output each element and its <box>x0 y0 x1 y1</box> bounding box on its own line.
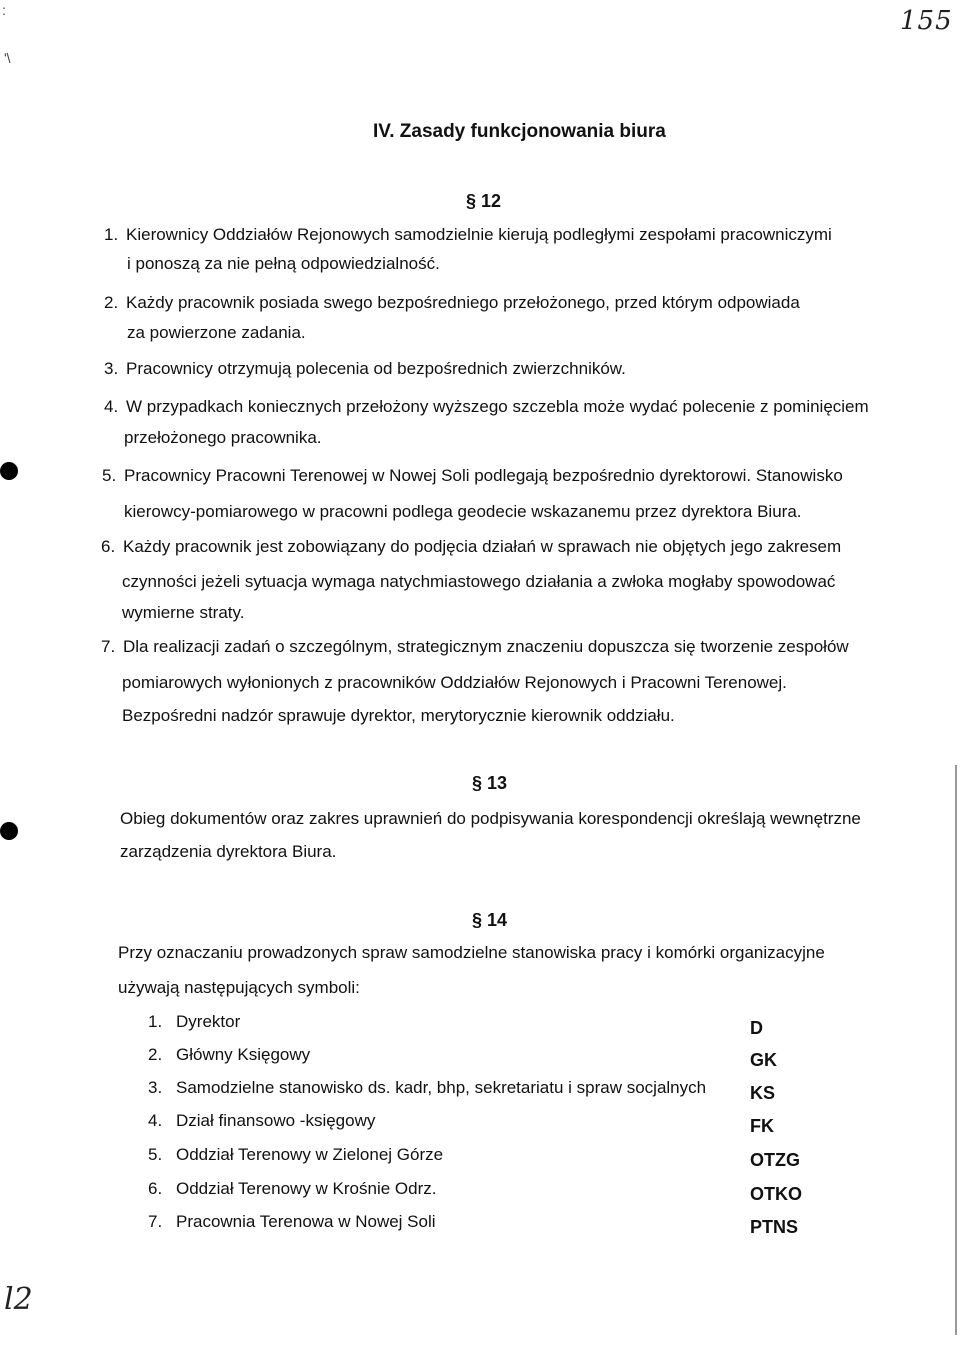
section-13-title: § 13 <box>472 773 508 793</box>
symbol-row-label: 2. Główny Księgowy <box>148 1045 311 1064</box>
symbol-row-label: 5. Oddział Terenowy w Zielonej Górze <box>148 1145 444 1164</box>
item-number: 4. <box>104 397 119 416</box>
list-item-12-1-cont: i ponoszą za nie pełną odpowiedzialność. <box>127 254 440 273</box>
list-item-12-2 <box>104 292 800 314</box>
list-item-12-5 <box>102 465 843 487</box>
symbol-row-label: 1. Dyrektor <box>148 1012 241 1031</box>
list-item-12-2-cont: za powierzone zadania. <box>127 323 306 342</box>
list-item-12-6-cont: wymierne straty. <box>122 603 245 622</box>
item-text: Każdy pracownik posiada swego bezpośredniego przełożonego, przed którym odpowiada <box>126 293 800 312</box>
binder-hole <box>0 822 18 840</box>
scan-edge-line <box>955 765 957 1335</box>
item-number: 7. <box>101 637 116 656</box>
binder-hole <box>0 462 18 480</box>
scan-mark: : <box>2 2 6 18</box>
symbol-code: OTKO <box>750 1184 802 1204</box>
symbol-code: GK <box>750 1050 777 1070</box>
item-text: Dla realizacji zadań o szczególnym, strategicznym znaczeniu dopuszcza się tworzenie zespołów <box>123 637 849 656</box>
item-text: Każdy pracownik jest zobowiązany do podjęcia działań w sprawach nie objętych jego zakresem <box>123 537 842 556</box>
symbol-code: KS <box>750 1083 776 1103</box>
item-text: W przypadkach koniecznych przełożony wyższego szczebla może wydać polecenie z pominięciem <box>126 397 869 416</box>
list-item-12-7 <box>101 636 849 658</box>
list-item-12-4-cont: przełożonego pracownika. <box>124 428 322 447</box>
section-14-title: § 14 <box>472 910 508 930</box>
section-14-text-cont: używają następujących symboli: <box>118 978 360 997</box>
list-item-12-7-cont: Bezpośredni nadzór sprawuje dyrektor, merytorycznie kierownik oddziału. <box>122 706 675 725</box>
symbol-code: D <box>750 1018 763 1038</box>
item-text: Kierownicy Oddziałów Rejonowych samodzielnie kierują podległymi zespołami pracowniczymi <box>126 225 832 244</box>
handwritten-page-number: 155 <box>900 6 953 36</box>
symbol-code: OTZG <box>750 1150 800 1170</box>
item-number: 1. <box>104 225 119 244</box>
section-13-text-cont: zarządzenia dyrektora Biura. <box>120 842 337 861</box>
scan-mark: '\ <box>4 50 11 66</box>
symbol-row-label: 7. Pracownia Terenowa w Nowej Soli <box>148 1212 436 1231</box>
list-item-12-1 <box>104 224 832 246</box>
item-number: 2. <box>104 293 119 312</box>
item-number: 3. <box>104 359 119 378</box>
symbol-code: FK <box>750 1116 774 1136</box>
list-item-12-4 <box>104 396 869 418</box>
symbol-row-label: 3. Samodzielne stanowisko ds. kadr, bhp, sekretariatu i spraw socjalnych <box>148 1078 707 1097</box>
item-text: Pracownicy otrzymują polecenia od bezpośrednich zwierzchników. <box>126 359 626 378</box>
list-item-12-6 <box>101 536 841 558</box>
section-13-text: Obieg dokumentów oraz zakres uprawnień do podpisywania korespondencji określają wewnętrzne <box>120 809 861 828</box>
list-item-12-5-cont: kierowcy-pomiarowego w pracowni podlega geodecie wskazanemu przez dyrektora Biura. <box>124 502 802 521</box>
item-number: 6. <box>101 537 116 556</box>
item-text: Pracownicy Pracowni Terenowej w Nowej Soli podlegają bezpośrednio dyrektorowi. Stanowisko <box>124 466 843 485</box>
symbol-row-label: 4. Dział finansowo -księgowy <box>148 1111 376 1130</box>
list-item-12-6-cont: czynności jeżeli sytuacja wymaga natychmiastowego działania a zwłoka mogłaby spowodować <box>122 572 836 591</box>
chapter-heading: IV. Zasady funkcjonowania biura <box>373 121 666 142</box>
symbol-row-label: 6. Oddział Terenowy w Krośnie Odrz. <box>148 1179 437 1198</box>
section-12-title: § 12 <box>466 191 502 211</box>
item-number: 5. <box>102 466 117 485</box>
list-item-12-3 <box>104 358 626 380</box>
section-14-text: Przy oznaczaniu prowadzonych spraw samodzielne stanowiska pracy i komórki organizacyjne <box>118 943 825 962</box>
symbol-code: PTNS <box>750 1217 799 1237</box>
list-item-12-7-cont: pomiarowych wyłonionych z pracowników Oddziałów Rejonowych i Pracowni Terenowej. <box>122 673 787 692</box>
handwritten-mark: l2 <box>4 1282 33 1317</box>
